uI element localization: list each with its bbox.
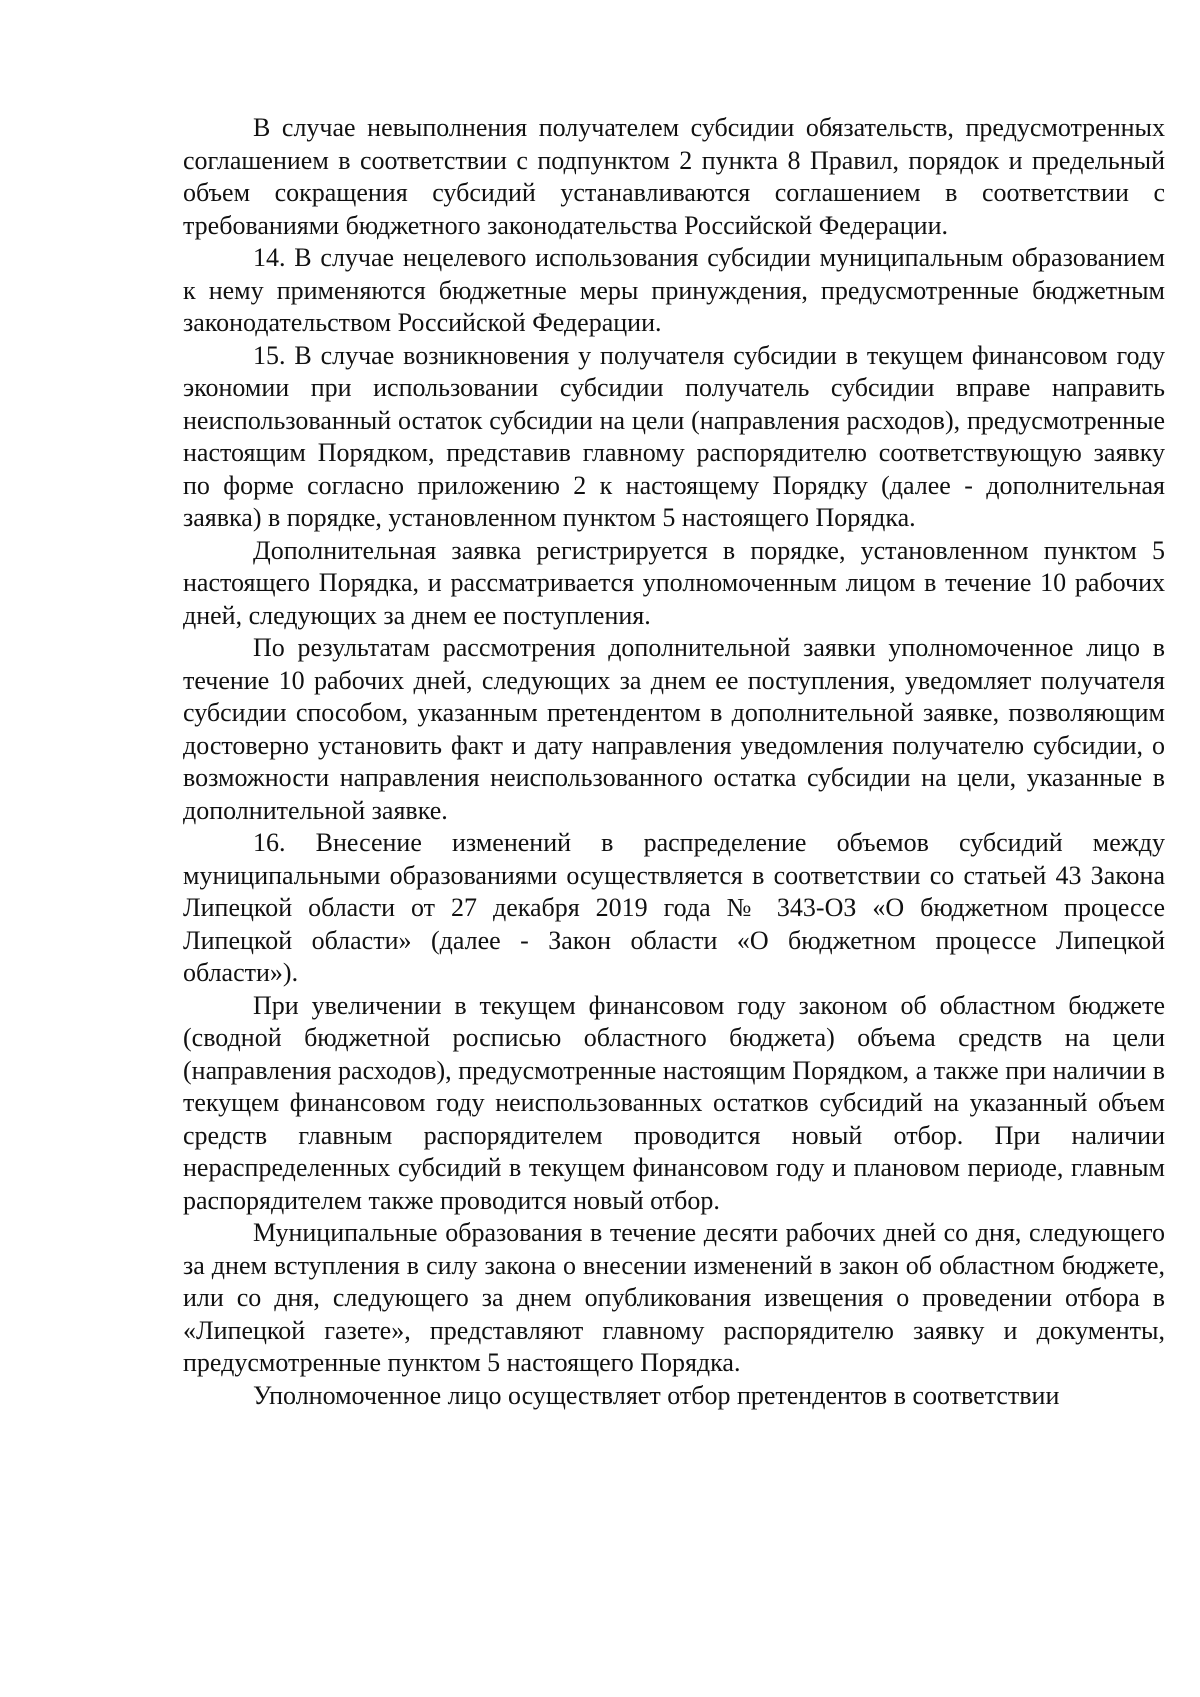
paragraph-review-results: По результатам рассмотрения дополнительной заявки уполномоченное лицо в течение 10 рабочих дней, следующих за днем ее поступления, уведомляет получателя субсидии способом, указанным претендентом в дополнительной заявке, позволяющим достоверно установить факт и дату направления уведомления получателю субсидии, о возможности направления неиспользованного остатка субсидии на цели, указанные в дополнительной заявке. <box>183 633 1165 825</box>
paragraph-item-15: 15. В случае возникновения у получателя субсидии в текущем финансовом году экономии при использовании субсидии получатель субсидии вправе направить неиспользованный остаток субсидии на цели (направления расходов), предусмотренные настоящим Порядком, представив главному распорядителю соответствующую заявку по форме согласно приложению 2 к настоящему Порядку (далее - дополнительная заявка) в порядке, установленном пунктом 5 настоящего Порядка. <box>183 340 1165 532</box>
document-page <box>183 112 1165 1412</box>
paragraph-item-14: 14. В случае нецелевого использования субсидии муниципальным образованием к нему применяются бюджетные меры принуждения, предусмотренные бюджетным законодательством Российской Федерации. <box>183 243 1165 337</box>
paragraph-municipal-submission: Муниципальные образования в течение десяти рабочих дней со дня, следующего за днем вступления в силу закона о внесении изменений в закон об областном бюджете, или со дня, следующего за днем опубликования извещения о проведении отбора в «Липецкой газете», представляют главному распорядителю заявку и документы, предусмотренные пунктом 5 настоящего Порядка. <box>183 1218 1165 1377</box>
paragraph-reduction-of-subsidy: В случае невыполнения получателем субсидии обязательств, предусмотренных соглашением в соответствии с подпунктом 2 пункта 8 Правил, порядок и предельный объем сокращения субсидий устанавливаются соглашением в соответствии с требованиями бюджетного законодательства Российской Федерации. <box>183 113 1165 240</box>
paragraph-selection-continued: Уполномоченное лицо осуществляет отбор претендентов в соответствии <box>253 1380 1060 1410</box>
paragraph-item-16: 16. Внесение изменений в распределение объемов субсидий между муниципальными образованиями осуществляется в соответствии со статьей 43 Закона Липецкой области от 27 декабря 2019 года № 343-ОЗ «О бюджетном процессе Липецкой области» (далее - Закон области «О бюджетном процессе Липецкой области»). <box>183 828 1165 987</box>
paragraph-additional-application: Дополнительная заявка регистрируется в порядке, установленном пунктом 5 настоящего Порядка, и рассматривается уполномоченным лицом в течение 10 рабочих дней, следующих за днем ее поступления. <box>183 535 1165 630</box>
paragraph-new-selection: При увеличении в текущем финансовом году законом об областном бюджете (сводной бюджетной росписью областного бюджета) объема средств на цели (направления расходов), предусмотренные настоящим Порядком, а также при наличии в текущем финансовом году неиспользованных остатков субсидий на указанный объем средств главным распорядителем проводится новый отбор. При наличии нераспределенных субсидий в текущем финансовом году и плановом периоде, главным распорядителем также проводится новый отбор. <box>183 990 1165 1215</box>
